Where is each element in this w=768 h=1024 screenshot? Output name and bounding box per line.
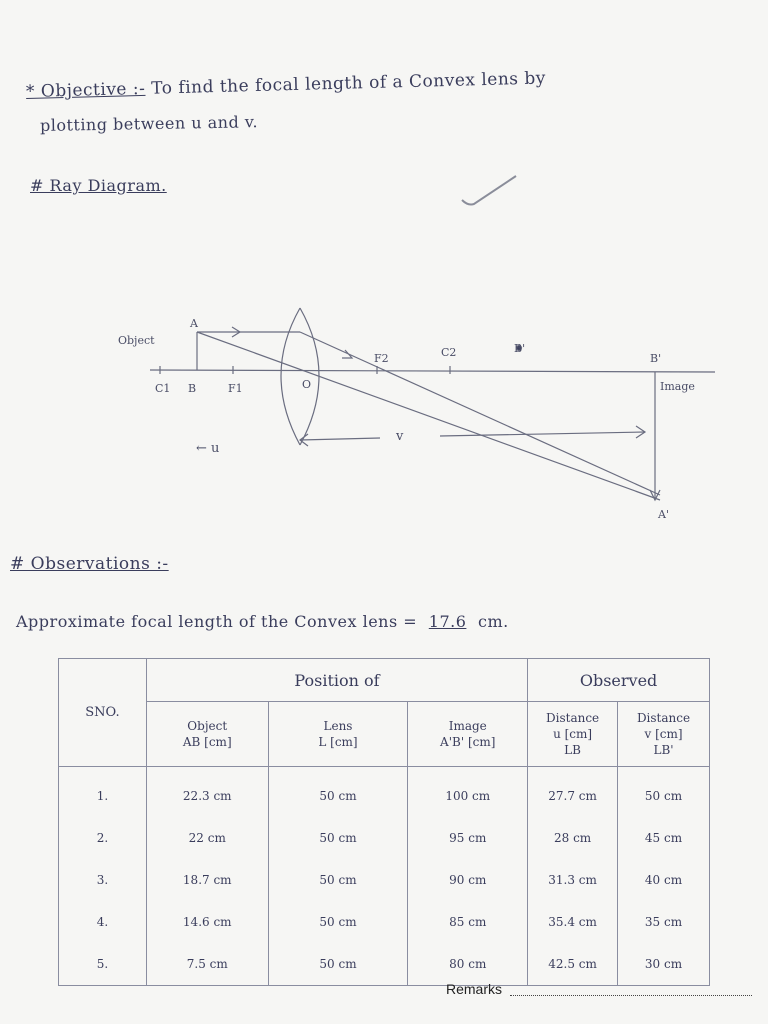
objective-line — [26, 68, 546, 102]
label-b-mark: B' — [514, 342, 526, 355]
cell-lens: 50 cm — [268, 901, 408, 943]
label-b-prime: B' — [650, 352, 662, 365]
header-object-unit: AB [cm] — [182, 735, 232, 749]
cell-lens: 50 cm — [268, 767, 408, 818]
cell-distance-v: 45 cm — [618, 817, 710, 859]
check-mark-icon — [460, 170, 520, 210]
label-v: v — [396, 429, 404, 444]
header-distance-v-unit: v [cm] — [644, 727, 683, 741]
cell-distance-v: 40 cm — [618, 859, 710, 901]
ray-diagram — [0, 300, 768, 530]
header-lens-unit: L [cm] — [318, 735, 358, 749]
label-a-prime: A' — [658, 508, 669, 521]
header-distance-u-title: Distance — [546, 711, 600, 725]
header-distance-u-unit: u [cm] — [553, 727, 593, 741]
table-row — [59, 859, 710, 901]
cell-sno: 3. — [59, 859, 147, 901]
remarks-label: Remarks — [446, 981, 503, 997]
cell-sno: 1. — [59, 767, 147, 818]
header-lens — [268, 702, 408, 767]
cell-distance-v: 30 cm — [618, 943, 710, 986]
ray-refracted — [300, 332, 660, 495]
ray-diagram-heading: # Ray Diagram. — [30, 176, 167, 195]
header-sno: SNO. — [59, 659, 147, 767]
header-observed: Observed — [528, 659, 710, 702]
label-b: B — [188, 382, 197, 395]
lens-right-surface — [300, 308, 319, 445]
label-f2: F2 — [374, 352, 389, 365]
lens-left-surface — [281, 308, 300, 445]
label-c1: C1 — [155, 382, 171, 395]
header-distance-u — [528, 702, 618, 767]
cell-image: 95 cm — [408, 817, 528, 859]
remarks-line — [510, 983, 752, 996]
observation-table — [58, 658, 710, 986]
label-c2: C2 — [441, 346, 457, 359]
cell-lens: 50 cm — [268, 859, 408, 901]
cell-distance-u: 28 cm — [528, 817, 618, 859]
cell-distance-u: 35.4 cm — [528, 901, 618, 943]
cell-object: 7.5 cm — [146, 943, 268, 986]
cell-object: 22 cm — [146, 817, 268, 859]
cell-object: 22.3 cm — [146, 767, 268, 818]
header-lens-title: Lens — [323, 719, 353, 733]
focal-length-line — [16, 612, 509, 631]
header-distance-v-ref: LB' — [653, 743, 674, 757]
table-row — [59, 817, 710, 859]
cell-distance-u: 42.5 cm — [528, 943, 618, 986]
label-a: A — [190, 317, 198, 330]
header-distance-v-title: Distance — [636, 711, 691, 725]
cell-distance-v: 35 cm — [618, 901, 710, 943]
focal-length-value: 17.6 — [428, 612, 467, 631]
table-row — [59, 901, 710, 943]
header-distance-v — [618, 702, 710, 767]
header-object — [146, 702, 268, 767]
cell-sno: 4. — [59, 901, 147, 943]
cell-lens: 50 cm — [268, 943, 408, 986]
label-u: ← u — [196, 441, 220, 456]
table-row — [59, 767, 710, 818]
cell-lens: 50 cm — [268, 817, 408, 859]
focal-length-prefix: Approximate focal length of the Convex lens = — [16, 612, 418, 631]
principal-axis — [150, 370, 715, 372]
observations-heading: # Observations :- — [10, 554, 169, 574]
cell-distance-u: 31.3 cm — [528, 859, 618, 901]
cell-object: 18.7 cm — [146, 859, 268, 901]
label-f1: F1 — [228, 382, 243, 395]
cell-object: 14.6 cm — [146, 901, 268, 943]
focal-length-unit: cm. — [478, 612, 509, 631]
table-row — [59, 943, 710, 986]
label-object: Object — [118, 334, 155, 347]
ray-through-centre — [197, 332, 660, 500]
header-image-title: Image — [448, 719, 487, 733]
label-image: Image — [660, 380, 695, 393]
objective-text: To find the focal length of a Convex lens by — [150, 68, 547, 99]
cell-image: 90 cm — [408, 859, 528, 901]
cell-image: 100 cm — [408, 767, 528, 818]
header-position-of: Position of — [146, 659, 527, 702]
cell-sno: 2. — [59, 817, 147, 859]
objective-line-continued: plotting between u and v. — [39, 112, 259, 135]
header-object-title: Object — [187, 719, 228, 733]
header-distance-u-ref: LB — [564, 743, 581, 757]
cell-image: 85 cm — [408, 901, 528, 943]
cell-sno: 5. — [59, 943, 147, 986]
objective-label: * Objective :- — [25, 78, 146, 102]
header-image-unit: A'B' [cm] — [440, 735, 496, 749]
cell-distance-v: 50 cm — [618, 767, 710, 818]
header-image — [408, 702, 528, 767]
cell-image: 80 cm — [408, 943, 528, 986]
cell-distance-u: 27.7 cm — [528, 767, 618, 818]
label-o: O — [302, 378, 312, 391]
